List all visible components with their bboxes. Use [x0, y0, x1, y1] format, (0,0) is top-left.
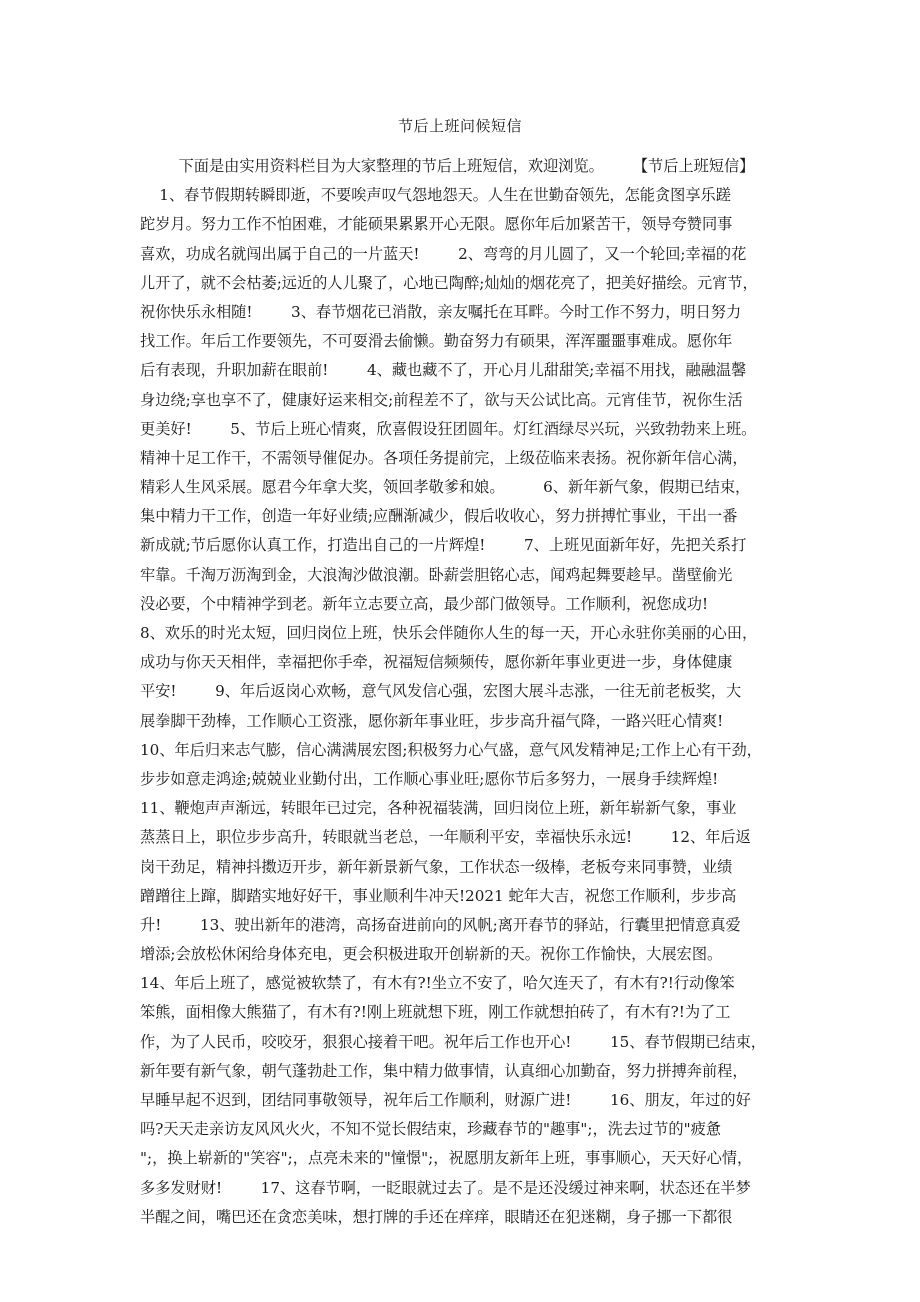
text-line: 祝你快乐永相随! 3、春节烟花已消散，亲友嘱托在耳畔。今时工作不努力，明日努力: [140, 302, 742, 321]
text-line: 成功与你天天相伴，幸福把你手牵，祝福短信频频传，愿你新年事业更进一步，身体健康: [140, 653, 733, 672]
text-line: 蹭蹭往上蹿，脚踏实地好好干，事业顺利牛冲天!2021 蛇年大吉，祝您工作顺利，步步高: [140, 886, 737, 905]
text-line: 精彩人生风采展。愿君今年拿大奖，领回孝敬爹和娘。 6、新年新气象，假期已结束，: [140, 478, 751, 497]
text-line: 集中精力干工作，创造一年好业绩;应酬渐减少，假后收收心，努力拼搏忙事业，干出一番: [140, 507, 738, 526]
text-line: 身边绕;享也享不了，健康好运来相交;前程差不了，欲与天公试比高。元宵佳节，祝你生活: [140, 390, 743, 409]
text-line: 步步如意走鸿途;兢兢业业勤付出，工作顺心事业旺;愿你节后多努力，一展身手续辉煌!: [140, 769, 719, 788]
document-body: [140, 152, 792, 1232]
text-line: 吗?天天走亲访友风风火火，不知不觉长假结束，珍藏春节的"趣事";，洗去过节的"疲惫: [140, 1120, 721, 1139]
text-line: 14、年后上班了，感觉被软禁了，有木有?!坐立不安了，哈欠连天了，有木有?!行动像笨: [140, 974, 735, 993]
text-line: 增添;会放松休闲给身体充电，更会积极进取开创崭新的天。祝你工作愉快，大展宏图。: [140, 945, 723, 964]
text-line: 半醒之间，嘴巴还在贪恋美味，想打牌的手还在痒痒，眼睛还在犯迷糊，身子挪一下都很: [140, 1207, 733, 1226]
text-line: 儿开了，就不会枯萎;远近的人儿聚了，心地已陶醉;灿灿的烟花亮了，把美好描绘。元宵节，: [140, 273, 758, 292]
text-line: 下面是由实用资料栏目为大家整理的节后上班短信，欢迎浏览。 【节后上班短信】: [140, 157, 755, 175]
text-line: 笨熊，面相像大熊猫了，有木有?!刚上班就想下班，刚工作就想拍砖了，有木有?!为了工: [140, 1003, 731, 1022]
text-line: 蒸蒸日上，职位步步高升，转眼就当老总，一年顺利平安，幸福快乐永远! 12、年后返: [140, 828, 751, 847]
text-line: 10、年后归来志气膨，信心满满展宏图;积极努力心气盛，意气风发精神足;工作上心有干劲，: [140, 740, 762, 759]
text-line: 多多发财财! 17、这春节啊，一眨眼就过去了。是不是还没缓过神来啊，状态还在半梦: [140, 1178, 751, 1197]
text-line: 岗干劲足，精神抖擞迈开步，新年新景新气象，工作状态一级棒，老板夸来同事赞，业绩: [140, 857, 733, 876]
text-line: 11、鞭炮声声渐远，转眼年已过完，各种祝福装满，回归岗位上班，新年崭新气象，事业: [140, 799, 737, 818]
text-line: 新成就;节后愿你认真工作，打造出自己的一片辉煌! 7、上班见面新年好，先把关系打: [140, 536, 747, 555]
text-line: 更美好! 5、节后上班心情爽，欣喜假设狂团圆年。灯红酒绿尽兴玩，兴致勃勃来上班。: [140, 419, 757, 438]
text-line: 喜欢，功成名就闯出属于自己的一片蓝天! 2、弯弯的月儿圆了，又一个轮回;幸福的花: [140, 244, 747, 263]
text-line: 没必要，个中精神学到老。新年立志要立高，最少部门做领导。工作顺利，祝您成功!: [140, 594, 709, 613]
text-line: ";，换上崭新的"笑容";，点亮未来的"憧憬";，祝愿朋友新年上班，事事顺心，天天好心情，: [140, 1149, 753, 1168]
text-line: 1、春节假期转瞬即逝，不要唉声叹气怨地怨天。人生在世勤奋领先，怎能贪图享乐蹉: [140, 186, 731, 205]
text-line: 平安! 9、年后返岗心欢畅，意气风发信心强，宏图大展斗志涨，一往无前老板奖，大: [140, 682, 742, 701]
text-line: 作，为了人民币，咬咬牙，狠狠心接着干吧。祝年后工作也开心! 15、春节假期已结束，: [140, 1032, 766, 1051]
text-line: 跎岁月。努力工作不怕困难，才能硕果累累开心无限。愿你年后加紧苦干，领导夸赞同事: [140, 215, 733, 234]
text-line: 精神十足工作干，不需领导催促办。各项任务提前完，上级莅临来表扬。祝你新年信心满，: [140, 448, 748, 467]
text-line: 找工作。年后工作要领先，不可耍滑去偷懒。勤奋努力有硕果，浑浑噩噩事难成。愿你年: [140, 332, 733, 351]
text-line: 后有表现，升职加薪在眼前! 4、藏也藏不了，开心月儿甜甜笑;幸福不用找，融融温馨: [140, 361, 747, 380]
document-title: 节后上班问候短信: [397, 117, 522, 135]
text-line: 早睡早起不迟到，团结同事敬领导，祝年后工作顺利，财源广进! 16、朋友，年过的好: [140, 1091, 751, 1109]
text-line: 牢靠。千淘万沥淘到金，大浪淘沙做浪潮。卧薪尝胆铭心志，闻鸡起舞要趁早。凿壁偷光: [140, 565, 733, 584]
text-line: 新年要有新气象，朝气蓬勃赴工作，集中精力做事情，认真细心加勤奋，努力拼搏奔前程，: [140, 1061, 748, 1080]
text-line: 升! 13、驶出新年的港湾，高扬奋进前向的风帆;离开春节的驿站，行囊里把情意真爱: [140, 915, 741, 934]
text-line: 8、欢乐的时光太短，回归岗位上班，快乐会伴随你人生的每一天，开心永驻你美丽的心田，: [140, 624, 758, 642]
text-line: 展拳脚干劲棒，工作顺心工资涨，愿你新年事业旺，步步高升福气降，一路兴旺心情爽!: [140, 711, 724, 730]
